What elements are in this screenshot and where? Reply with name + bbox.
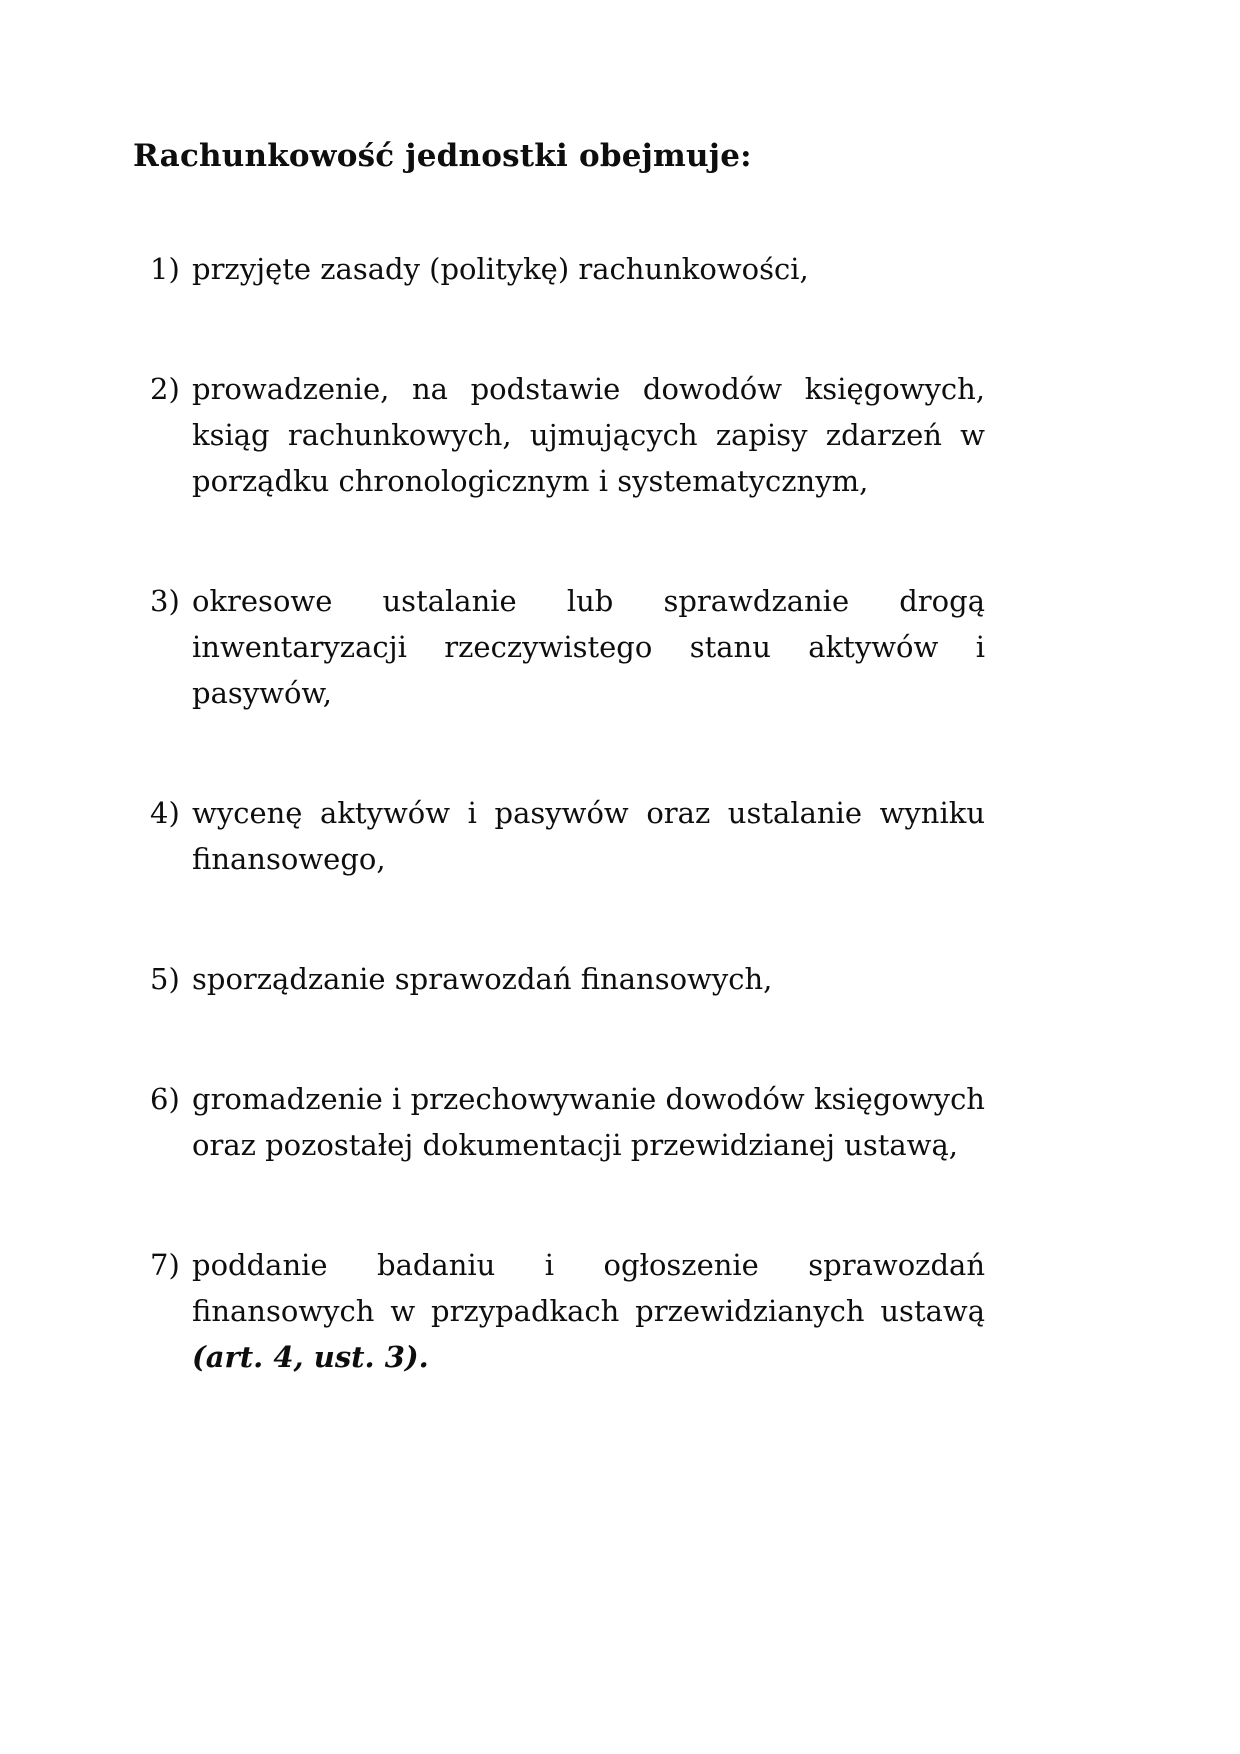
list-item-text: wycenę aktywów i pasywów oraz ustalanie wyniku finansowego,	[192, 796, 985, 876]
list-item-number: 2)	[150, 372, 180, 406]
list-item-text: poddanie badaniu i ogłoszenie sprawozdań finansowych w przypadkach przewidzianych ustawą	[192, 1248, 985, 1328]
page-title: Rachunkowość jednostki obejmuje:	[133, 138, 752, 174]
list-item-text: przyjęte zasady (politykę) rachunkowości,	[192, 252, 809, 286]
list-item	[150, 1076, 985, 1168]
list-item-citation: (art. 4, ust. 3).	[192, 1340, 429, 1374]
list-item	[150, 790, 985, 882]
list-item	[150, 956, 985, 1002]
numbered-list	[150, 246, 985, 1380]
list-item	[150, 578, 985, 716]
list-item-text: gromadzenie i przechowywanie dowodów księgowych oraz pozostałej dokumentacji przewidzianej ustawą,	[192, 1082, 985, 1162]
list-item-number: 4)	[150, 796, 180, 830]
list-item	[150, 246, 985, 292]
list-item-text: prowadzenie, na podstawie dowodów księgowych, ksiąg rachunkowych, ujmujących zapisy zdarzeń w porządku chronologicznym i systematycznym,	[192, 372, 985, 498]
list-item-number: 3)	[150, 584, 180, 618]
list-item-number: 6)	[150, 1082, 180, 1116]
list-item	[150, 1242, 985, 1380]
list-item-text: okresowe ustalanie lub sprawdzanie drogą inwentaryzacji rzeczywistego stanu aktywów i pasywów,	[192, 584, 985, 710]
list-item-number: 5)	[150, 962, 180, 996]
list-item-text: sporządzanie sprawozdań finansowych,	[192, 962, 773, 996]
list-item-number: 1)	[150, 252, 180, 286]
list-item	[150, 366, 985, 504]
list-item-number: 7)	[150, 1248, 180, 1282]
